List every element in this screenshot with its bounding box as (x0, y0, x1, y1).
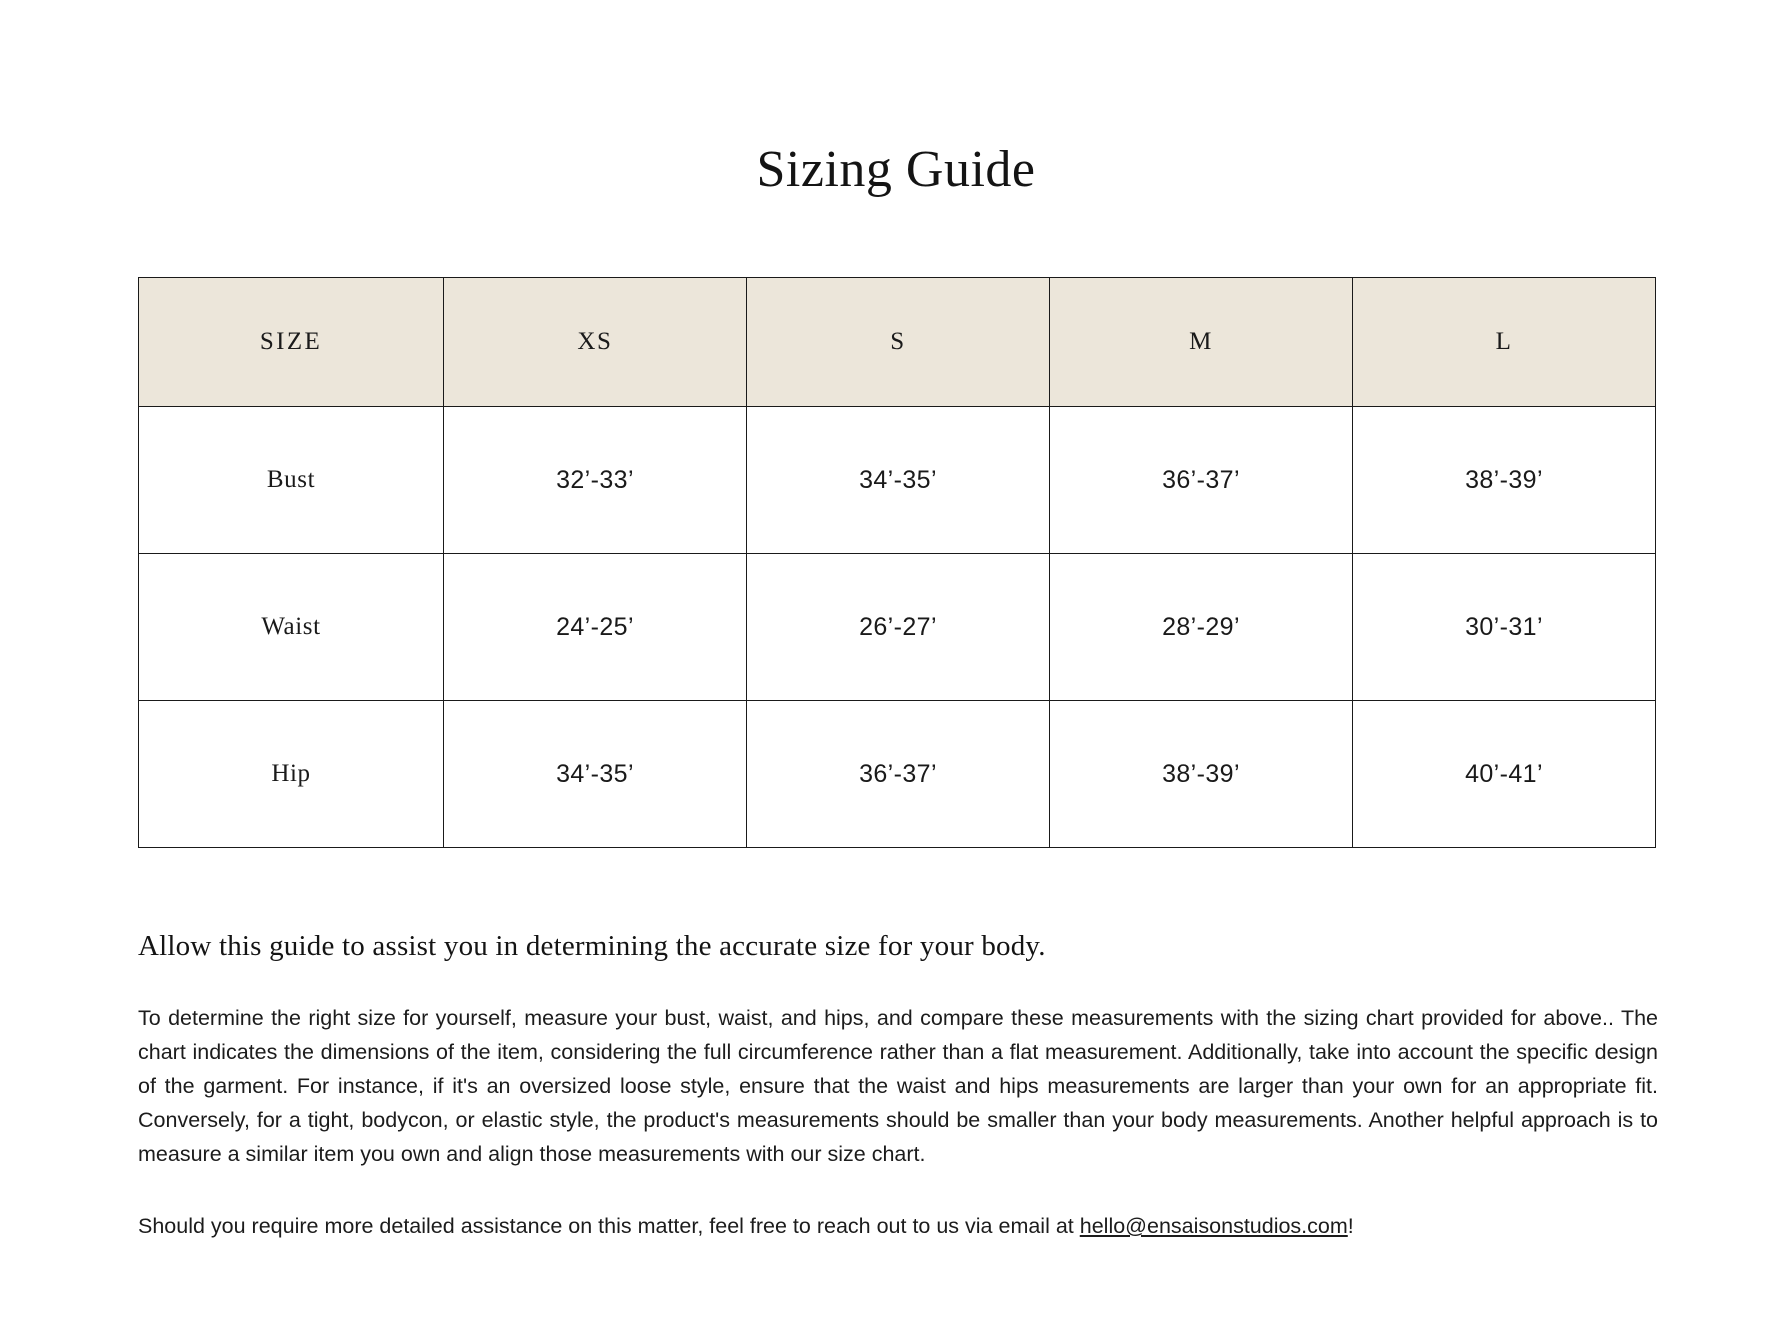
column-header-xs: XS (444, 278, 747, 407)
cell-hip-xs: 34’-35’ (444, 701, 747, 848)
row-label-bust: Bust (139, 407, 444, 554)
table-row (139, 701, 1656, 848)
cell-waist-xs: 24’-25’ (444, 554, 747, 701)
row-label-hip: Hip (139, 701, 444, 848)
cell-bust-l: 38’-39’ (1353, 407, 1656, 554)
column-header-l: L (1353, 278, 1656, 407)
page-title: Sizing Guide (756, 141, 1036, 198)
cell-waist-s: 26’-27’ (747, 554, 1050, 701)
column-header-m: M (1050, 278, 1353, 407)
cell-waist-l: 30’-31’ (1353, 554, 1656, 701)
table-row (139, 554, 1656, 701)
cell-hip-s: 36’-37’ (747, 701, 1050, 848)
table-header-row (139, 278, 1656, 407)
cell-hip-m: 38’-39’ (1050, 701, 1353, 848)
guide-paragraph: To determine the right size for yourself, measure your bust, waist, and hips, and compare these measurements with the sizing chart provided for above.. The chart indicates the dimensions of the item, considering the full circumference rather than a flat measurement. Additionally, take into account the specific design of the garment. For instance, if it's an oversized loose style, ensure that the waist and hips measurements are larger than your own for an appropriate fit. Conversely, for a tight, bodycon, or elastic style, the product's measurements should be smaller than your body measurements. Another helpful approach is to measure a similar item you own and align those measurements with our size chart. (138, 1006, 1658, 1166)
cell-bust-xs: 32’-33’ (444, 407, 747, 554)
size-chart-table (138, 277, 1656, 848)
contact-text-suffix: ! (1347, 1214, 1354, 1238)
row-label-waist: Waist (139, 554, 444, 701)
table-row (139, 407, 1656, 554)
size-chart-container (138, 277, 1654, 848)
cell-hip-l: 40’-41’ (1353, 701, 1656, 848)
column-header-size: SIZE (139, 278, 444, 407)
table-header (139, 278, 1656, 407)
cell-waist-m: 28’-29’ (1050, 554, 1353, 701)
support-email-link[interactable]: hello@ensaisonstudios.com (1079, 1214, 1348, 1238)
contact-paragraph (138, 1209, 1654, 1243)
column-header-s: S (747, 278, 1050, 407)
table-body (139, 407, 1656, 848)
cell-bust-s: 34’-35’ (747, 407, 1050, 554)
guide-subheading: Allow this guide to assist you in determining the accurate size for your body. (138, 930, 1046, 962)
cell-bust-m: 36’-37’ (1050, 407, 1353, 554)
contact-text: Should you require more detailed assistance on this matter, feel free to reach out to us via email at (138, 1214, 1080, 1238)
